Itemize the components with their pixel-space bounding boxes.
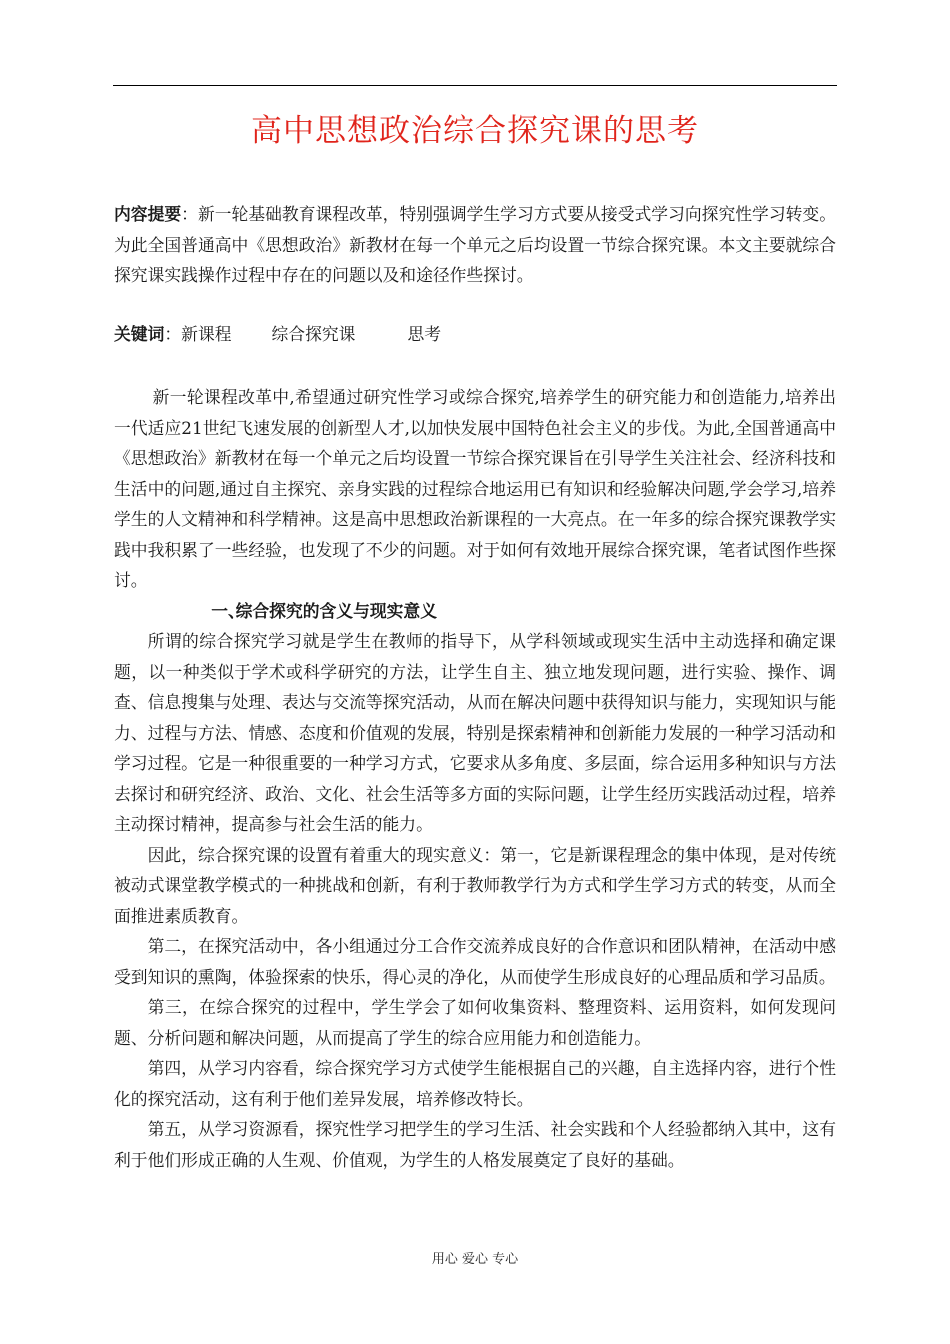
section-number: 一、	[211, 600, 245, 621]
abstract-text: 新一轮基础教育课程改革，特别强调学生学习方式要从接受式学习向探究性学习转变。为此全国普通高中《思想政治》新教材在每一个单元之后均设置一节综合探究课。本文主要就综合探究课实践操作过程中存在的问题以及和途径作些探讨。	[114, 204, 836, 285]
page-footer: 用心 爱心 专心	[431, 1252, 519, 1267]
abstract-colon: ：	[181, 204, 198, 224]
intro-paragraph: 新一轮课程改革中,希望通过研究性学习或综合探究,培养学生的研究能力和创造能力,培养出一代适应21世纪飞速发展的创新型人才,以加快发展中国特色社会主义的步伐。为此,全国普通高中《思想政治》新教材在每一个单元之后均设置一节综合探究课旨在引导学生关注社会、经济科技和生活中的问题,通过自主探究、亲身实践的过程综合地运用已有知识和经验解决问题,学会学习,培养学生的人文精神和科学精神。这是高中思想政治新课程的一大亮点。在一年多的综合探究课教学实践中我积累了一些经验，也发现了不少的问题。对于如何有效地开展综合探究课，笔者试图作些探讨。	[114, 387, 836, 590]
keyword-item: 新课程	[181, 324, 232, 344]
body-paragraph: 第三，在综合探究的过程中，学生学会了如何收集资料、整理资料、运用资料，如何发现问题、分析问题和解决问题，从而提高了学生的综合应用能力和创造能力。	[114, 997, 836, 1048]
body-paragraph: 所谓的综合探究学习就是学生在教师的指导下，从学科领域或现实生活中主动选择和确定课题，以一种类似于学术或科学研究的方法，让学生自主、独立地发现问题，进行实验、操作、调查、信息搜集与处理、表达与交流等探究活动，从而在解决问题中获得知识与能力，实现知识与能力、过程与方法、情感、态度和价值观的发展，特别是探索精神和创新能力发展的一种学习活动和学习过程。它是一种很重要的一种学习方式，它要求从多角度、多层面，综合运用多种知识与方法去探讨和研究经济、政治、文化、社会生活等多方面的实际问题，让学生经历实践活动过程，培养主动探讨精神，提高参与社会生活的能力。	[114, 631, 836, 834]
body-paragraph: 因此，综合探究课的设置有着重大的现实意义：第一，它是新课程理念的集中体现，是对传统被动式课堂教学模式的一种挑战和创新，有利于教师教学行为方式和学生学习方式的转变，从而全面推进素质教育。	[114, 844, 836, 926]
body-paragraph: 第五，从学习资源看，探究性学习把学生的学习生活、社会实践和个人经验都纳入其中，这有利于他们形成正确的人生观、价值观，为学生的人格发展奠定了良好的基础。	[114, 1119, 836, 1170]
keywords-label: 关键词	[114, 324, 165, 344]
body-paragraph: 第四，从学习内容看，综合探究学习方式使学生能根据自己的兴趣，自主选择内容，进行个性化的探究活动，这有利于他们差异发展，培养修改特长。	[114, 1058, 836, 1109]
keyword-item: 综合探究课	[271, 324, 356, 344]
section-title: 综合探究的含义与现实意义	[235, 600, 437, 621]
abstract-label: 内容提要	[114, 204, 182, 224]
abstract	[114, 199, 836, 291]
page-title: 高中思想政治综合探究课的思考	[251, 113, 699, 149]
keyword-item: 思考	[407, 324, 442, 344]
keywords-colon: ：	[164, 324, 182, 344]
keywords	[114, 319, 836, 350]
body-paragraph: 第二，在探究活动中，各小组通过分工合作交流养成良好的合作意识和团队精神，在活动中感受到知识的熏陶，体验探索的快乐，得心灵的净化，从而使学生形成良好的心理品质和学习品质。	[114, 936, 836, 987]
section-heading	[114, 596, 836, 627]
body-text	[114, 382, 836, 1175]
header-rule	[113, 85, 837, 86]
